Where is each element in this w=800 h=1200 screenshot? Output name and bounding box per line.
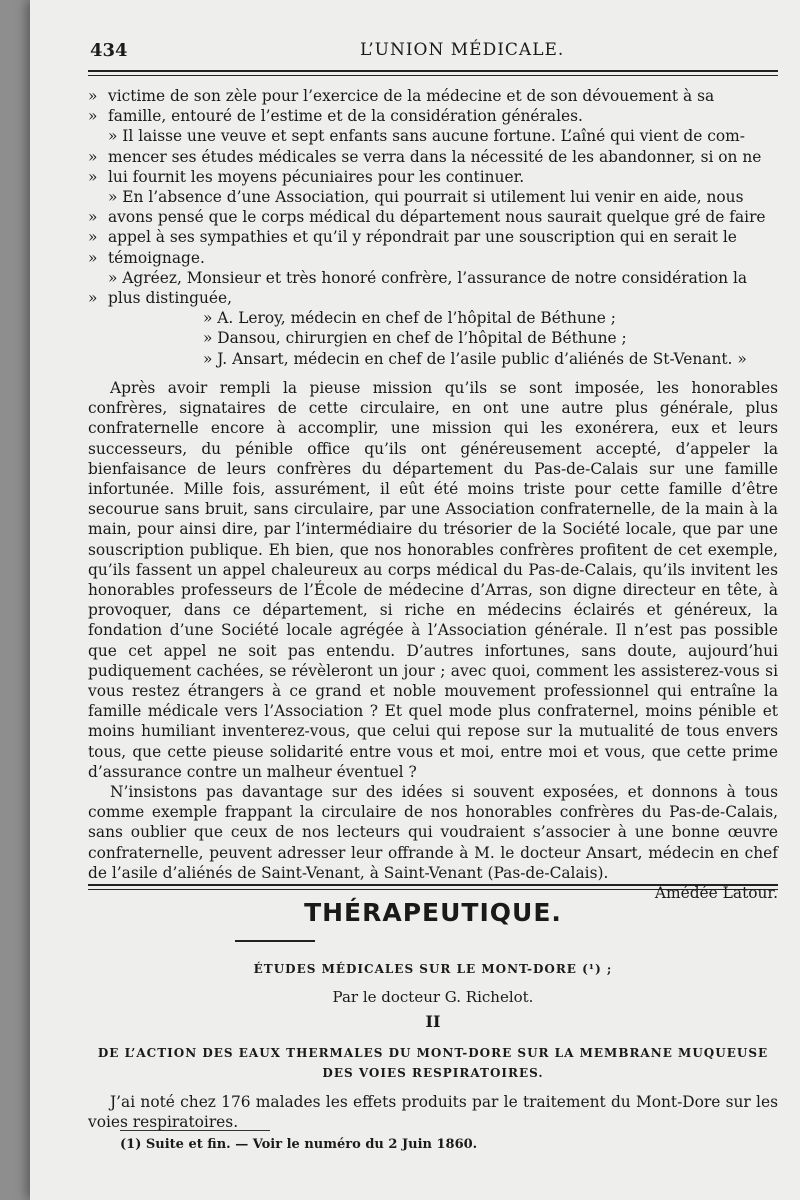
section-rule <box>88 884 778 890</box>
page-header <box>90 40 770 66</box>
paragraph-appeal: Après avoir rempli la pieuse mission qu’ils se sont imposée, les honorables confrères, signataires de cette circulaire, en ont une autre plus générale, plus confraternelle encore à accomplir, une mission qui les exonérera, eux et leurs successeurs, du pénible office qu’ils ont généreusement accepté, d’appeler la bienfaisance de leurs confrères du département du Pas-de-Calais sur une famille infortunée. Mille fois, assurément, il eût été moins triste pour cette famille d’être secourue sans bruit, sans circulaire, par une Association confraternelle, de la main à la main, pour ainsi dire, par l’intermédiaire du trésorier de la Société locale, que par une souscription publique. Eh bien, que nos honorables confrères profitent de cet exemple, qu’ils fassent un appel chaleureux au corps médical du Pas-de-Calais, qu’ils invitent les honorables professeurs de l’École de médecine d’Arras, son digne directeur en tête, à provoquer, dans ce département, si riche en médecins éclairés et généreux, la fondation d’une Société locale agrégée à l’Association générale. Il n’est pas possible que cet appel ne soit pas entendu. D’autres infortunes, sans doute, aujourd’hui pudiquement cachées, se révèleront un jour ; avec quoi, comment les assisterez-vous si vous restez étrangers à ce grand et noble mouvement professionnel qui entraîne la famille médicale vers l’Association ? Et quel mode plus confraternel, moins pénible et moins humiliant inventerez-vous, que celui qui repose sur la mutualité de tous envers tous, que cette pieuse solidarité entre vous et moi, entre moi et vous, que cette prime d’assurance contre un malheur éventuel ? <box>88 379 778 781</box>
letter-line: » plus distinguée, <box>88 289 233 308</box>
document-page <box>30 0 800 1200</box>
header-rule <box>88 70 778 76</box>
letter-line: » avons pensé que le corps médical du département nous saurait quelque gré de faire <box>88 208 766 227</box>
letter-line: » En l’absence d’une Association, qui pourrait si utilement lui venir en aide, nous <box>108 188 744 207</box>
chapter-heading-2: DES VOIES RESPIRATOIRES. <box>322 1066 544 1080</box>
title-underline <box>235 940 315 942</box>
section-byline: Par le docteur G. Richelot. <box>332 988 534 1006</box>
page-number: 434 <box>90 40 128 61</box>
letter-line: » Il laisse une veuve et sept enfants sans aucune fortune. L’aîné qui vient de com- <box>108 127 745 146</box>
letter-line: » mencer ses études médicales se verra dans la nécessité de les abandonner, si on ne <box>88 147 762 166</box>
signatory-leroy: » A. Leroy, médecin en chef de l’hôpital de Béthune ; <box>203 309 616 328</box>
chapter-number: II <box>425 1012 441 1031</box>
article-body <box>88 378 778 903</box>
footnote-rule <box>120 1130 270 1131</box>
letter-line: » lui fournit les moyens pécuniaires pour les continuer. <box>88 167 525 186</box>
paragraph-conclusion: N’insistons pas davantage sur des idées si souvent exposées, et donnons à tous comme exemple frappant la circulaire de nos honorables confrères du Pas-de-Calais, sans oublier que ceux de nos lecteurs qui voudraient s’associer à une bonne œuvre confraternelle, peuvent adresser leur offrande à M. le docteur Ansart, médecin en chef de l’asile d’aliénés de Saint-Venant, à Saint-Venant (Pas-de-Calais). <box>88 783 778 882</box>
section-title: THÉRAPEUTIQUE. <box>304 898 562 927</box>
letter-quote <box>88 86 778 369</box>
section-subtitle: ÉTUDES MÉDICALES SUR LE MONT-DORE (¹) ; <box>253 962 613 976</box>
letter-line: » famille, entouré de l’estime et de la considération générales. <box>88 107 583 126</box>
chapter-heading-1: DE L’ACTION DES EAUX THERMALES DU MONT-DORE SUR LA MEMBRANE MUQUEUSE <box>97 1046 769 1060</box>
running-title: L’UNION MÉDICALE. <box>360 40 565 60</box>
letter-line: » Agréez, Monsieur et très honoré confrère, l’assurance de notre considération la <box>108 268 748 287</box>
chapter-intro <box>88 1092 778 1132</box>
author-signature: Amédée Latour. <box>654 884 778 903</box>
letter-line: » appel à ses sympathies et qu’il y répondrait par une souscription qui en serait le <box>88 228 737 247</box>
signatory-ansart: » J. Ansart, médecin en chef de l’asile public d’aliénés de St-Venant. » <box>203 349 747 368</box>
footnote: (1) Suite et fin. — Voir le numéro du 2 Juin 1860. <box>120 1137 478 1152</box>
intro-paragraph: J’ai noté chez 176 malades les effets produits par le traitement du Mont-Dore sur les voies respiratoires. <box>88 1093 778 1132</box>
signatory-dansou: » Dansou, chirurgien en chef de l’hôpital de Béthune ; <box>203 329 627 348</box>
letter-line: » victime de son zèle pour l’exercice de la médecine et de son dévouement à sa <box>88 87 715 105</box>
letter-line: » témoignage. <box>88 248 205 267</box>
